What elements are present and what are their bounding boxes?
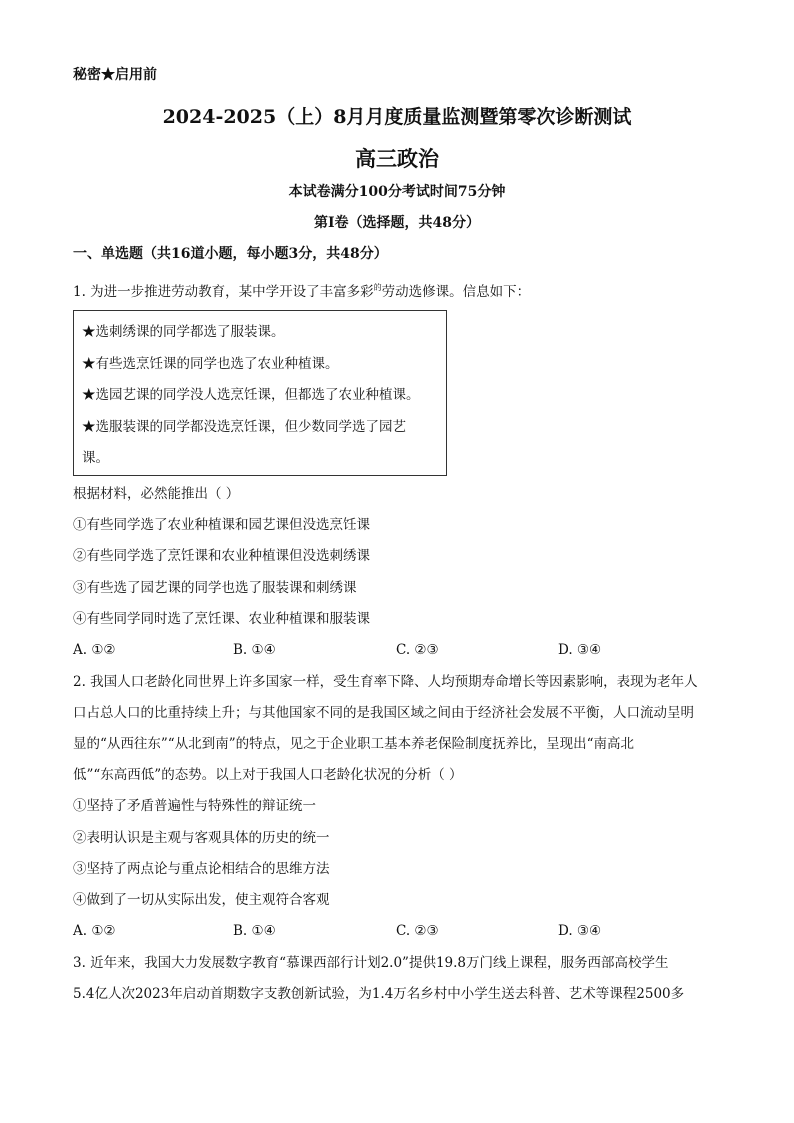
q1-box-line: ★选园艺课的同学没人选烹饪课，但都选了农业种植课。 bbox=[82, 387, 420, 403]
q1-option-a[interactable]: A. ①② bbox=[73, 642, 116, 658]
q1-box-line: 课。 bbox=[82, 450, 109, 466]
q1-box-line: ★选服装课的同学都没选烹饪课，但少数同学选了园艺 bbox=[82, 419, 406, 435]
q1-box-line: ★选刺绣课的同学都选了服装课。 bbox=[82, 324, 285, 340]
q1-prompt: 根据材料，必然能推出（ ） bbox=[73, 486, 240, 502]
exam-info: 本试卷满分100分考试时间75分钟 bbox=[288, 184, 506, 200]
q1-statement: ②有些同学选了烹饪课和农业种植课但没选刺绣课 bbox=[73, 548, 370, 564]
secret-label: 秘密★启用前 bbox=[73, 67, 157, 83]
q2-option-a[interactable]: A. ①② bbox=[73, 923, 116, 939]
q2-stem-line: 口占总人口的比重持续上升；与其他国家不同的是我国区域之间由于经济社会发展不平衡，人口流动呈明 bbox=[73, 705, 694, 721]
q2-option-b[interactable]: B. ①④ bbox=[233, 923, 276, 939]
q2-statement: ③坚持了两点论与重点论相结合的思维方法 bbox=[73, 861, 330, 877]
q1-option-d[interactable]: D. ③④ bbox=[558, 642, 602, 658]
section-title: 一、单选题（共16道小题，每小题3分，共48分） bbox=[73, 246, 388, 262]
q1-statement: ③有些选了园艺课的同学也选了服装课和刺绣课 bbox=[73, 580, 357, 596]
q1-info-box bbox=[73, 310, 447, 476]
q1-box-line: ★有些选烹饪课的同学也选了农业种植课。 bbox=[82, 356, 339, 372]
q1-stem bbox=[73, 282, 530, 304]
q2-statement: ②表明认识是主观与客观具体的历史的统一 bbox=[73, 830, 330, 846]
q2-option-c[interactable]: C. ②③ bbox=[396, 923, 439, 939]
subject-title: 高三政治 bbox=[355, 146, 439, 171]
q1-option-c[interactable]: C. ②③ bbox=[396, 642, 439, 658]
q1-statement: ④有些同学同时选了烹饪课、农业种植课和服装课 bbox=[73, 611, 370, 627]
q1-stem-start: 1. 为进一步推进劳动教育，某中学开设了丰富多彩 bbox=[73, 284, 374, 300]
q1-statement: ①有些同学选了农业种植课和园艺课但没选烹饪课 bbox=[73, 517, 370, 533]
q2-stem-line: 2. 我国人口老龄化同世界上许多国家一样，受生育率下降、人均预期寿命增长等因素影响，表现为老年人 bbox=[73, 674, 698, 690]
q2-stem-line: 低”“东高西低”的态势。以上对于我国人口老龄化状况的分析（ ） bbox=[73, 767, 463, 783]
q2-option-d[interactable]: D. ③④ bbox=[558, 923, 602, 939]
exam-title: 2024-2025（上）8月月度质量监测暨第零次诊断测试 bbox=[162, 106, 632, 128]
q1-option-b[interactable]: B. ①④ bbox=[233, 642, 276, 658]
q3-stem-line: 3. 近年来，我国大力发展数字教育“慕课西部行计划2.0”提供19.8万门线上课程，服务西部高校学生 bbox=[73, 955, 669, 971]
q2-statement: ④做到了一切从实际出发，使主观符合客观 bbox=[73, 892, 330, 908]
q1-stem-end: 劳动选修课。信息如下： bbox=[381, 284, 531, 300]
q3-stem-line: 5.4亿人次2023年启动首期数字支教创新试验，为1.4万名乡村中小学生送去科普、艺术等课程2500多 bbox=[73, 986, 685, 1002]
q1-stem-sup: 的 bbox=[373, 283, 382, 292]
q2-stem-line: 显的“从西往东”“从北到南”的特点，见之于企业职工基本养老保险制度抚养比，呈现出“南高北 bbox=[73, 736, 635, 752]
part-label: 第I卷（选择题，共48分） bbox=[313, 215, 481, 231]
q2-statement: ①坚持了矛盾普遍性与特殊性的辩证统一 bbox=[73, 798, 316, 814]
